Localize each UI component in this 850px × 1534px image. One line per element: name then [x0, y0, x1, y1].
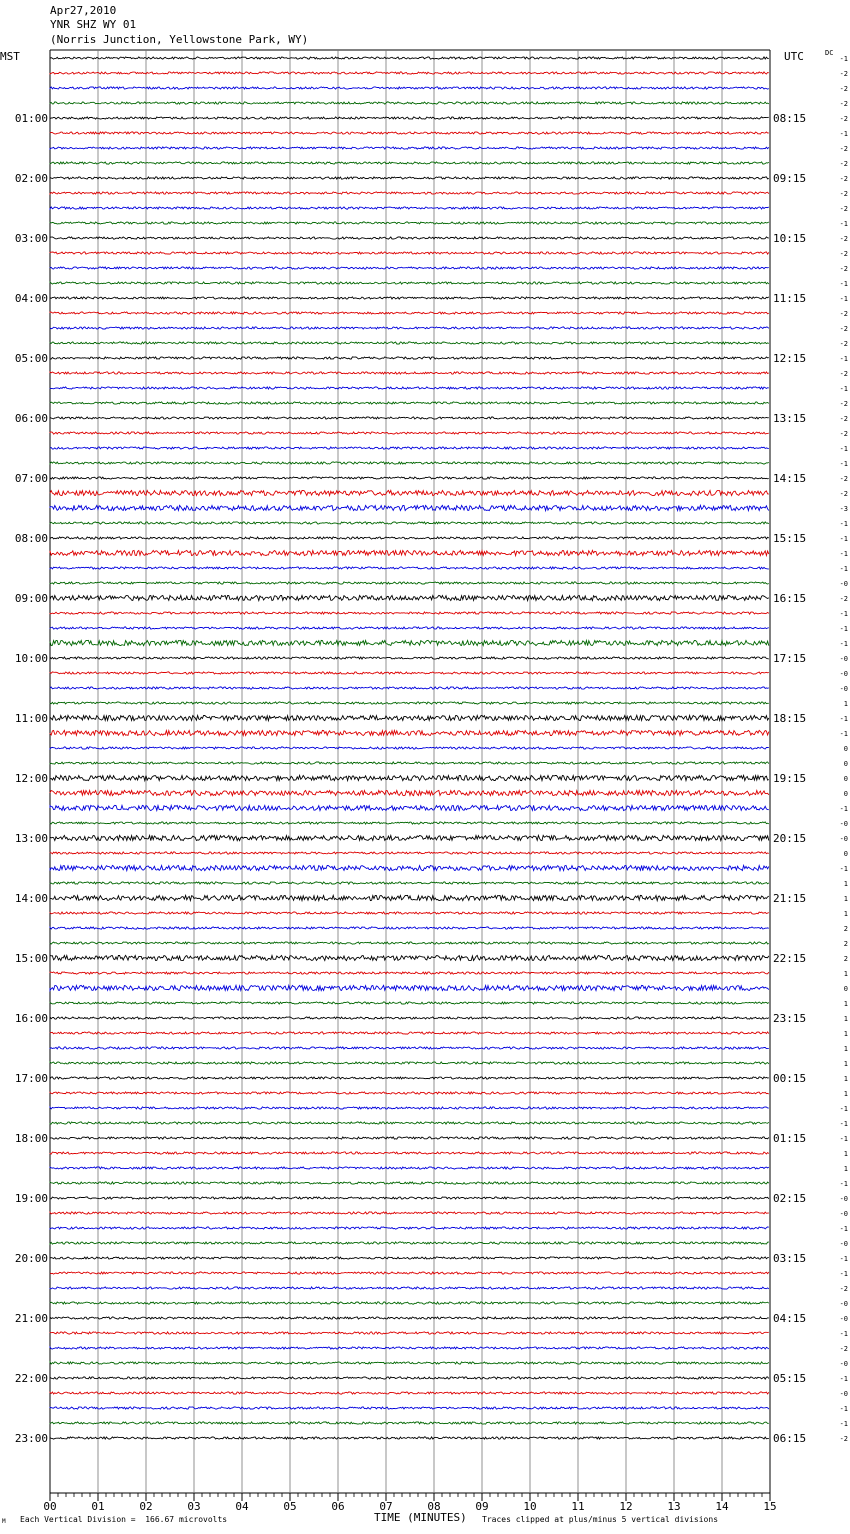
seismic-trace [50, 1317, 769, 1319]
right-hour-label: 14:15 [773, 472, 807, 485]
dc-offset-label: -1 [839, 295, 848, 303]
dc-offset-label: 1 [843, 910, 848, 918]
dc-offset-label: -1 [839, 1270, 848, 1278]
dc-offset-label: -0 [839, 580, 848, 588]
left-hour-label: 22:00 [14, 1372, 48, 1385]
seismic-trace [50, 327, 769, 329]
left-hour-label: 23:00 [14, 1432, 48, 1445]
right-hour-label: 09:15 [773, 172, 807, 185]
dc-label: DC [825, 49, 834, 57]
dc-offset-label: -2 [839, 1285, 848, 1293]
dc-offset-label: -0 [839, 1360, 848, 1368]
x-axis-label: TIME (MINUTES) [374, 1511, 467, 1524]
x-tick-label: 06 [331, 1500, 345, 1513]
seismic-trace [50, 1002, 769, 1004]
dc-offset-label: -1 [839, 1225, 848, 1233]
dc-offset-label: -1 [839, 1420, 848, 1428]
x-tick-label: 11 [571, 1500, 585, 1513]
dc-offset-label: -2 [839, 1345, 848, 1353]
seismic-trace [50, 775, 769, 780]
seismic-trace [50, 1272, 769, 1274]
seismic-trace [50, 417, 769, 419]
left-hour-label: 17:00 [14, 1072, 48, 1085]
dc-offset-label: 2 [843, 955, 848, 963]
clip-note: Traces clipped at plus/minus 5 vertical divisions [482, 1515, 719, 1524]
dc-offset-label: -1 [839, 520, 848, 528]
seismic-trace [50, 477, 769, 479]
right-hour-label: 15:15 [773, 532, 807, 545]
minute-grid [50, 50, 770, 1493]
seismic-trace [50, 537, 769, 539]
dc-offset-label: -2 [839, 145, 848, 153]
left-zone-label: MST [0, 50, 20, 63]
seismic-trace [50, 207, 769, 209]
dc-offset-label: -1 [839, 130, 848, 138]
dc-offset-label: -2 [839, 85, 848, 93]
left-hour-label: 15:00 [14, 952, 48, 965]
dc-offset-label: -2 [839, 595, 848, 603]
seismic-trace [50, 657, 769, 659]
dc-offset-label: 1 [843, 1000, 848, 1008]
seismic-trace [50, 627, 769, 629]
seismic-trace [50, 702, 769, 704]
seismic-trace [50, 640, 769, 645]
dc-offset-label: -2 [839, 235, 848, 243]
seismic-trace [50, 402, 769, 404]
seismic-trace [50, 1422, 769, 1424]
date-title: Apr27,2010 [50, 4, 117, 17]
seismic-trace [50, 1017, 769, 1019]
left-hour-label: 21:00 [14, 1312, 48, 1325]
seismic-trace [50, 1167, 769, 1169]
seismic-trace [50, 1227, 769, 1229]
dc-offset-label: 0 [843, 790, 848, 798]
x-tick-label: 10 [523, 1500, 537, 1513]
dc-offset-label: 1 [843, 1030, 848, 1038]
left-hour-label: 03:00 [14, 232, 48, 245]
dc-offset-label: -1 [839, 1255, 848, 1263]
dc-offset-label: -2 [839, 175, 848, 183]
dc-offset-label: -0 [839, 820, 848, 828]
seismic-trace [50, 985, 769, 990]
seismic-trace [50, 972, 769, 974]
seismic-trace [50, 1287, 769, 1289]
dc-offset-label: 0 [843, 985, 848, 993]
dc-offset-label: -2 [839, 250, 848, 258]
left-hour-label: 01:00 [14, 112, 48, 125]
dc-offset-label: 1 [843, 1045, 848, 1053]
seismic-trace [50, 1032, 769, 1034]
seismic-trace [50, 747, 769, 749]
seismic-trace [50, 222, 769, 224]
seismic-trace [50, 1137, 769, 1139]
dc-offset-label: -0 [839, 1195, 848, 1203]
seismic-trace [50, 132, 769, 134]
x-tick-label: 14 [715, 1500, 729, 1513]
dc-offset-label: 1 [843, 700, 848, 708]
dc-offset-label: -0 [839, 1240, 848, 1248]
trace-group [50, 57, 769, 1439]
left-hour-label: 13:00 [14, 832, 48, 845]
seismic-trace [50, 312, 769, 314]
dc-offset-label: 1 [843, 1150, 848, 1158]
seismic-trace [50, 882, 769, 884]
seismic-trace [50, 1332, 769, 1334]
corner-mark: M [2, 1518, 6, 1525]
seismic-trace [50, 447, 769, 449]
right-hour-label: 20:15 [773, 832, 807, 845]
left-hour-label: 19:00 [14, 1192, 48, 1205]
seismic-trace [50, 522, 769, 524]
x-tick-label: 01 [91, 1500, 105, 1513]
dc-offset-label: -0 [839, 1300, 848, 1308]
seismic-trace [50, 790, 769, 795]
dc-offset-label: -1 [839, 460, 848, 468]
x-tick-label: 04 [235, 1500, 249, 1513]
dc-offset-label: -2 [839, 400, 848, 408]
dc-offset-label: -1 [839, 1180, 848, 1188]
seismic-trace [50, 162, 769, 164]
dc-offset-label: -1 [839, 355, 848, 363]
dc-offset-label: 1 [843, 1165, 848, 1173]
left-hour-label: 20:00 [14, 1252, 48, 1265]
seismic-trace [50, 1302, 769, 1304]
dc-offset-label: -2 [839, 475, 848, 483]
dc-offset-label: -1 [839, 220, 848, 228]
left-hour-label: 07:00 [14, 472, 48, 485]
seismic-trace [50, 1047, 769, 1049]
dc-offset-label: 1 [843, 1075, 848, 1083]
seismic-trace [50, 687, 769, 689]
left-hour-label: 09:00 [14, 592, 48, 605]
dc-offset-label: -1 [839, 715, 848, 723]
right-hour-label: 02:15 [773, 1192, 807, 1205]
seismic-trace [50, 357, 769, 359]
dc-offset-label: -1 [839, 730, 848, 738]
dc-offset-label: -0 [839, 655, 848, 663]
x-tick-label: 12 [619, 1500, 633, 1513]
right-hour-label: 23:15 [773, 1012, 807, 1025]
dc-offset-label: 0 [843, 850, 848, 858]
station-title: YNR SHZ WY 01 [50, 18, 137, 31]
dc-offset-label: -1 [839, 1135, 848, 1143]
seismic-trace [50, 1077, 769, 1079]
seismic-trace [50, 1392, 769, 1394]
seismic-trace [50, 1122, 769, 1124]
right-hour-label: 21:15 [773, 892, 807, 905]
dc-offset-label: -1 [839, 55, 848, 63]
dc-offset-label: 1 [843, 1060, 848, 1068]
seismic-trace [50, 1437, 769, 1439]
left-hour-label: 08:00 [14, 532, 48, 545]
dc-offset-label: -2 [839, 415, 848, 423]
seismic-trace [50, 730, 769, 735]
seismic-trace [50, 237, 769, 239]
seismic-trace [50, 192, 769, 194]
seismic-trace [50, 762, 769, 764]
dc-offset-label: -0 [839, 1390, 848, 1398]
seismic-trace [50, 895, 769, 900]
dc-offset-label: -1 [839, 535, 848, 543]
seismic-trace [50, 490, 769, 495]
seismic-trace [50, 372, 769, 374]
dc-offset-label: -1 [839, 625, 848, 633]
seismic-trace [50, 612, 769, 614]
seismic-trace [50, 1257, 769, 1259]
seismic-trace [50, 87, 769, 89]
dc-offset-label: -2 [839, 265, 848, 273]
dc-offset-label: -2 [839, 340, 848, 348]
dc-offset-label: -2 [839, 205, 848, 213]
seismic-trace [50, 1242, 769, 1244]
right-hour-label: 10:15 [773, 232, 807, 245]
dc-offset-label: -1 [839, 1330, 848, 1338]
seismic-trace [50, 927, 769, 929]
x-tick-label: 13 [667, 1500, 681, 1513]
seismic-trace [50, 1377, 769, 1379]
dc-offset-label: 1 [843, 1015, 848, 1023]
dc-offset-label: -1 [839, 610, 848, 618]
dc-offset-label: 2 [843, 925, 848, 933]
seismic-trace [50, 1347, 769, 1349]
left-hour-label: 04:00 [14, 292, 48, 305]
seismic-trace [50, 822, 769, 824]
dc-offset-label: -2 [839, 100, 848, 108]
left-hour-label: 11:00 [14, 712, 48, 725]
right-hour-label: 00:15 [773, 1072, 807, 1085]
dc-offset-label: 0 [843, 760, 848, 768]
seismic-trace [50, 835, 769, 840]
dc-offset-label: -2 [839, 160, 848, 168]
dc-offset-label: -2 [839, 115, 848, 123]
dc-offset-label: -1 [839, 280, 848, 288]
dc-offset-label: -1 [839, 805, 848, 813]
x-tick-label: 08 [427, 1500, 441, 1513]
dc-offset-label: -1 [839, 1375, 848, 1383]
left-hour-label: 06:00 [14, 412, 48, 425]
dc-offset-label: -1 [839, 385, 848, 393]
seismic-trace [50, 1182, 769, 1184]
seismic-trace [50, 1062, 769, 1064]
seismic-trace [50, 1362, 769, 1364]
seismic-trace [50, 955, 769, 960]
left-hour-label: 18:00 [14, 1132, 48, 1145]
x-tick-label: 15 [763, 1500, 777, 1513]
seismic-trace [50, 282, 769, 284]
seismic-trace [50, 432, 769, 434]
dc-offset-label: -1 [839, 550, 848, 558]
x-axis [43, 1493, 776, 1513]
dc-offset-label: -0 [839, 670, 848, 678]
dc-offset-label: 1 [843, 970, 848, 978]
seismic-trace [50, 505, 769, 510]
scale-note: Each Vertical Division = 166.67 microvolts [20, 1515, 228, 1524]
seismic-trace [50, 1212, 769, 1214]
right-hour-label: 11:15 [773, 292, 807, 305]
x-tick-label: 03 [187, 1500, 201, 1513]
seismic-trace [50, 865, 769, 870]
seismic-trace [50, 462, 769, 464]
seismic-trace [50, 57, 769, 59]
seismic-trace [50, 267, 769, 269]
right-hour-label: 06:15 [773, 1432, 807, 1445]
left-hour-label: 16:00 [14, 1012, 48, 1025]
seismic-trace [50, 177, 769, 179]
right-hour-label: 08:15 [773, 112, 807, 125]
x-tick-label: 02 [139, 1500, 153, 1513]
location-title: (Norris Junction, Yellowstone Park, WY) [50, 33, 309, 46]
right-hour-label: 05:15 [773, 1372, 807, 1385]
seismic-trace [50, 805, 769, 810]
dc-offset-label: -1 [839, 445, 848, 453]
dc-offset-label: -1 [839, 1105, 848, 1113]
dc-offset-label: -2 [839, 70, 848, 78]
seismic-trace [50, 672, 769, 674]
dc-offset-label: -0 [839, 1210, 848, 1218]
dc-offset-label: -1 [839, 640, 848, 648]
dc-offset-label: -0 [839, 685, 848, 693]
seismic-trace [50, 1092, 769, 1094]
dc-offset-label: -2 [839, 325, 848, 333]
dc-offset-label: 1 [843, 895, 848, 903]
right-zone-label: UTC [784, 50, 804, 63]
dc-offset-label: -0 [839, 835, 848, 843]
dc-offset-label: -3 [839, 505, 848, 513]
x-tick-label: 00 [43, 1500, 57, 1513]
x-tick-label: 09 [475, 1500, 489, 1513]
dc-offset-label: 2 [843, 940, 848, 948]
seismic-trace [50, 912, 769, 914]
dc-offset-label: 0 [843, 745, 848, 753]
dc-offset-label: -2 [839, 430, 848, 438]
right-hour-label: 01:15 [773, 1132, 807, 1145]
dc-offset-label: -1 [839, 1120, 848, 1128]
dc-offset-label: -2 [839, 1435, 848, 1443]
seismic-trace [50, 852, 769, 854]
left-hour-label: 14:00 [14, 892, 48, 905]
dc-offset-label: 1 [843, 880, 848, 888]
dc-offset-label: -2 [839, 190, 848, 198]
right-hour-label: 13:15 [773, 412, 807, 425]
left-hour-label: 02:00 [14, 172, 48, 185]
dc-offset-label: 0 [843, 775, 848, 783]
seismic-trace [50, 297, 769, 299]
x-tick-label: 05 [283, 1500, 297, 1513]
left-hour-label: 10:00 [14, 652, 48, 665]
seismic-trace [50, 147, 769, 149]
left-hour-label: 05:00 [14, 352, 48, 365]
dc-offset-label: -2 [839, 490, 848, 498]
seismic-trace [50, 387, 769, 389]
seismic-trace [50, 342, 769, 344]
hour-labels [15, 55, 848, 1445]
right-hour-label: 16:15 [773, 592, 807, 605]
seismic-trace [50, 1197, 769, 1199]
seismic-trace [50, 1152, 769, 1154]
seismic-trace [50, 567, 769, 569]
seismic-trace [50, 1107, 769, 1109]
right-hour-label: 12:15 [773, 352, 807, 365]
seismic-trace [50, 117, 769, 119]
seismic-trace [50, 252, 769, 254]
seismic-trace [50, 1407, 769, 1409]
seismic-trace [50, 582, 769, 584]
seismic-trace [50, 550, 769, 555]
seismic-trace [50, 595, 769, 600]
right-hour-label: 19:15 [773, 772, 807, 785]
seismic-trace [50, 102, 769, 104]
dc-offset-label: 1 [843, 1090, 848, 1098]
left-hour-label: 12:00 [14, 772, 48, 785]
dc-offset-label: -2 [839, 310, 848, 318]
seismic-trace [50, 715, 769, 720]
seismic-trace [50, 72, 769, 74]
dc-offset-label: -2 [839, 370, 848, 378]
right-hour-label: 22:15 [773, 952, 807, 965]
dc-offset-label: -0 [839, 1315, 848, 1323]
right-hour-label: 04:15 [773, 1312, 807, 1325]
dc-offset-label: -1 [839, 865, 848, 873]
dc-offset-label: -1 [839, 1405, 848, 1413]
right-hour-label: 18:15 [773, 712, 807, 725]
right-hour-label: 03:15 [773, 1252, 807, 1265]
x-tick-label: 07 [379, 1500, 393, 1513]
dc-offset-label: -1 [839, 565, 848, 573]
right-hour-label: 17:15 [773, 652, 807, 665]
seismic-trace [50, 942, 769, 944]
